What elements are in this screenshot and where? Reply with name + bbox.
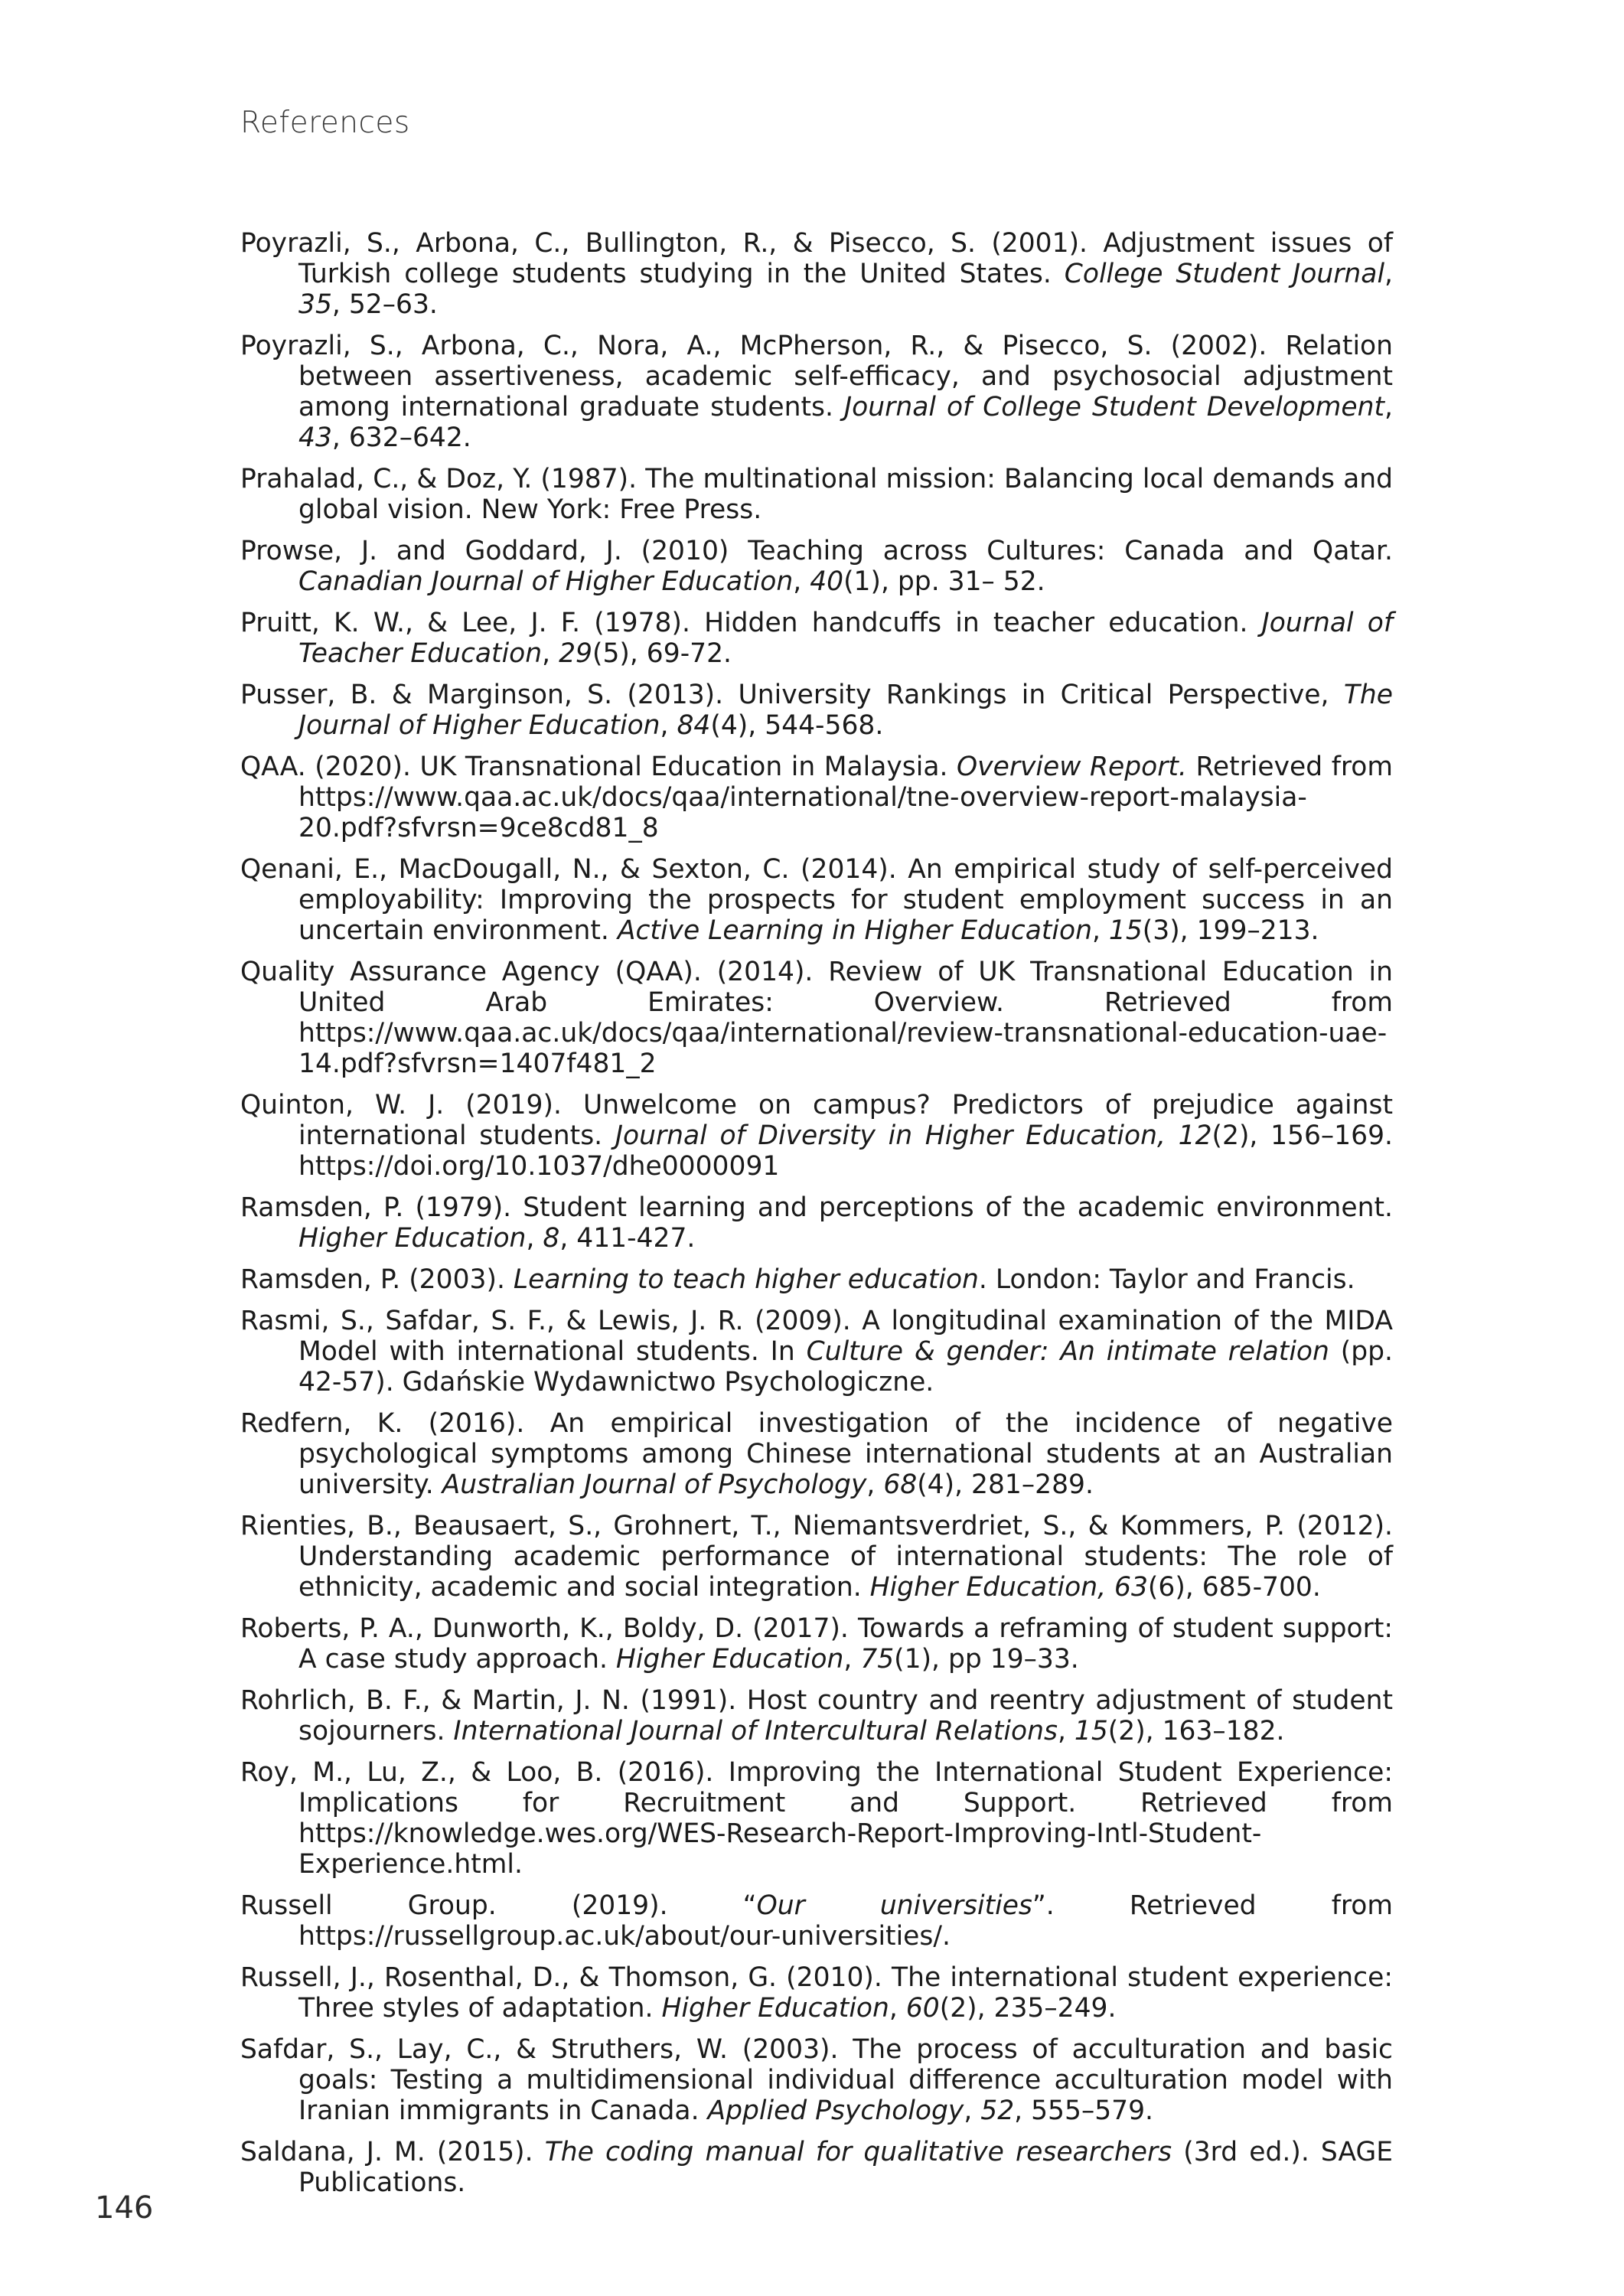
reference-text: , (793, 566, 810, 597)
reference-text: Pruitt, K. W., & Lee, J. F. (1978). Hidden handcuffs in teacher education. (240, 608, 1262, 638)
reference-entry (240, 464, 1393, 525)
reference-italic-text: Higher Education (615, 1644, 844, 1675)
reference-italic-text: 40 (810, 566, 844, 597)
reference-text: Safdar, S., Lay, C., & Struthers, W. (2003). The process of acculturation and basic goals: Testing a multidimensional individual difference acculturation model with Iranian immigrants in Canada. (240, 2034, 1393, 2126)
reference-text: , 52–63. (331, 289, 438, 320)
reference-italic-text: Applied Psychology (707, 2095, 964, 2126)
reference-italic-text: Culture & gender: An intimate relation (806, 1336, 1329, 1367)
reference-text: Retrieved from https://www.qaa.ac.uk/docs/qaa/international/tne-overview-report-malaysia-20.pdf?sfvrsn=9ce8cd81_8 (298, 752, 1394, 843)
reference-italic-text: Journal of College Student Development (844, 392, 1385, 422)
reference-text: , 632–642. (331, 422, 471, 453)
reference-text: , (660, 710, 677, 741)
reference-text: Roberts, P. A., Dunworth, K., Boldy, D. (2017). Towards a reframing of student support: A case study approach. (240, 1613, 1393, 1675)
reference-text: , (542, 638, 559, 669)
reference-text: Rasmi, S., Safdar, S. F., & Lewis, J. R. (2009). A longitudinal examination of the MIDA Model with international students. In (240, 1306, 1393, 1367)
reference-text: ”. Retrieved from https://russellgroup.ac.uk/about/our-universities/. (298, 1890, 1393, 1952)
reference-text: Poyrazli, S., Arbona, C., Nora, A., McPherson, R., & Pisecco, S. (2002). Relation between assertiveness, academic self-efficacy, and psychosocial adjustment among international graduate students. (240, 331, 1393, 422)
reference-entry (240, 1757, 1393, 1880)
reference-entry (240, 1264, 1393, 1295)
reference-entry (240, 2034, 1393, 2126)
reference-text: Russell Group. (2019). “ (240, 1890, 757, 1921)
reference-italic-text: 68 (883, 1469, 918, 1500)
running-head: References (240, 106, 410, 140)
reference-italic-text: 43 (298, 422, 332, 453)
reference-italic-text: Canadian Journal of Higher Education (298, 566, 794, 597)
reference-text: Quality Assurance Agency (QAA). (2014). Review of UK Transnational Education in United Arab Emirates: Overview. Retrieved from https://www.qaa.ac.uk/docs/qaa/international/review-transnational-education-uae-14.pdf?sfvrsn=1407f481_2 (240, 957, 1393, 1079)
reference-italic-text: Our universities (756, 1890, 1032, 1921)
reference-entry (240, 680, 1393, 741)
reference-text: Ramsden, P. (1979). Student learning and perceptions of the academic environment. (240, 1192, 1393, 1223)
reference-list (240, 228, 1393, 2209)
reference-text: (4), 544-568. (710, 710, 884, 741)
reference-italic-text: Overview Report. (957, 752, 1187, 782)
reference-italic-text: The coding manual for qualitative researchers (544, 2137, 1172, 2167)
reference-text: , (526, 1223, 543, 1254)
reference-entry (240, 1962, 1393, 2024)
reference-text: , (889, 1993, 906, 2024)
reference-text: , (1384, 392, 1393, 422)
reference-text: Ramsden, P. (2003). (240, 1264, 514, 1295)
reference-text: (2), 163–182. (1107, 1716, 1285, 1746)
reference-entry (240, 1306, 1393, 1397)
reference-entry (240, 2137, 1393, 2198)
reference-entry (240, 1408, 1393, 1500)
reference-italic-text: 35 (298, 289, 332, 320)
reference-italic-text: 52 (980, 2095, 1015, 2126)
reference-text: Prowse, J. and Goddard, J. (2010) Teaching across Cultures: Canada and Qatar. (240, 536, 1393, 566)
reference-entry (240, 331, 1393, 453)
reference-entry (240, 1890, 1393, 1952)
reference-entry (240, 536, 1393, 597)
reference-italic-text: 60 (905, 1993, 940, 2024)
reference-text: , (866, 1469, 884, 1500)
reference-text: Poyrazli, S., Arbona, C., Bullington, R., & Pisecco, S. (2001). Adjustment issues of Turkish college students studying in the United States. (240, 228, 1393, 289)
reference-text: , (1384, 259, 1393, 289)
reference-italic-text: Higher Education (298, 1223, 527, 1254)
reference-text: Rienties, B., Beausaert, S., Grohnert, T., Niemantsverdriet, S., & Kommers, P. (2012). Understanding academic performance of international students: The role of ethnicity, academic and social integration. (240, 1511, 1393, 1603)
reference-italic-text: International Journal of Intercultural Relations (453, 1716, 1058, 1746)
reference-italic-text: Journal of Teacher Education (298, 608, 1393, 669)
reference-italic-text: Australian Journal of Psychology (442, 1469, 867, 1500)
reference-text: Saldana, J. M. (2015). (240, 2137, 545, 2167)
reference-text: (2), 156–169. https://doi.org/10.1037/dhe0000091 (298, 1120, 1393, 1182)
reference-italic-text: 8 (543, 1223, 560, 1254)
reference-italic-text: College Student Journal (1064, 259, 1385, 289)
reference-entry (240, 854, 1393, 946)
reference-text: (6), 685-700. (1147, 1572, 1321, 1603)
reference-italic-text: 84 (677, 710, 711, 741)
reference-italic-text: Higher Education, 63 (869, 1572, 1148, 1603)
reference-italic-text: Active Learning in Higher Education (617, 915, 1092, 946)
reference-text: (4), 281–289. (917, 1469, 1094, 1500)
page-number: 146 (95, 2190, 154, 2226)
reference-text: Quinton, W. J. (2019). Unwelcome on campus? Predictors of prejudice against international students. (240, 1090, 1393, 1151)
reference-text: Qenani, E., MacDougall, N., & Sexton, C. (2014). An empirical study of self-perceived employability: Improving the prospects for student employment success in an uncertain environment. (240, 854, 1393, 946)
reference-text: Russell, J., Rosenthal, D., & Thomson, G. (2010). The international student experience: Three styles of adaptation. (240, 1962, 1393, 2024)
reference-text: , (1091, 915, 1109, 946)
reference-text: , (1057, 1716, 1075, 1746)
reference-text: (1), pp. 31– 52. (843, 566, 1045, 597)
reference-italic-text: 15 (1108, 915, 1143, 946)
reference-text: (3), 199–213. (1142, 915, 1319, 946)
reference-entry (240, 608, 1393, 669)
reference-entry (240, 1685, 1393, 1746)
reference-text: (5), 69-72. (592, 638, 732, 669)
reference-text: , 555–579. (1014, 2095, 1154, 2126)
reference-italic-text: 75 (860, 1644, 895, 1675)
reference-text: . London: Taylor and Francis. (978, 1264, 1355, 1295)
reference-italic-text: 29 (559, 638, 592, 669)
reference-text: Roy, M., Lu, Z., & Loo, B. (2016). Improving the International Student Experience: Implications for Recruitment and Support. Retrieved from https://knowledge.wes.org/WES-Research-Report-Improving-Intl-Student-Experience.html. (240, 1757, 1393, 1880)
reference-text: (pp. 42-57). Gdańskie Wydawnictwo Psychologiczne. (298, 1336, 1393, 1397)
reference-text: (2), 235–249. (939, 1993, 1117, 2024)
reference-text: Rohrlich, B. F., & Martin, J. N. (1991). Host country and reentry adjustment of student sojourners. (240, 1685, 1393, 1746)
reference-entry (240, 1511, 1393, 1603)
reference-text: Pusser, B. & Marginson, S. (2013). University Rankings in Critical Perspective, (240, 680, 1344, 710)
reference-entry (240, 1613, 1393, 1675)
reference-italic-text: Journal of Diversity in Higher Education, 12 (615, 1120, 1212, 1151)
reference-italic-text: The Journal of Higher Education (298, 680, 1393, 741)
reference-text: , (843, 1644, 861, 1675)
reference-italic-text: Higher Education (661, 1993, 889, 2024)
reference-text: QAA. (2020). UK Transnational Education in Malaysia. (240, 752, 957, 782)
reference-text: , 411-427. (559, 1223, 696, 1254)
reference-text: (1), pp 19–33. (894, 1644, 1079, 1675)
reference-text: (3rd ed.). SAGE Publications. (298, 2137, 1393, 2198)
reference-entry (240, 1090, 1393, 1182)
reference-text: Redfern, K. (2016). An empirical investigation of the incidence of negative psychological symptoms among Chinese international students at an Australian university. (240, 1408, 1393, 1500)
reference-entry (240, 1192, 1393, 1254)
reference-text: , (964, 2095, 981, 2126)
reference-text: Prahalad, C., & Doz, Y. (1987). The multinational mission: Balancing local demands and global vision. New York: Free Press. (240, 464, 1393, 525)
reference-entry (240, 957, 1393, 1079)
reference-entry (240, 228, 1393, 320)
reference-italic-text: Learning to teach higher education (513, 1264, 979, 1295)
reference-entry (240, 752, 1393, 843)
reference-italic-text: 15 (1074, 1716, 1108, 1746)
